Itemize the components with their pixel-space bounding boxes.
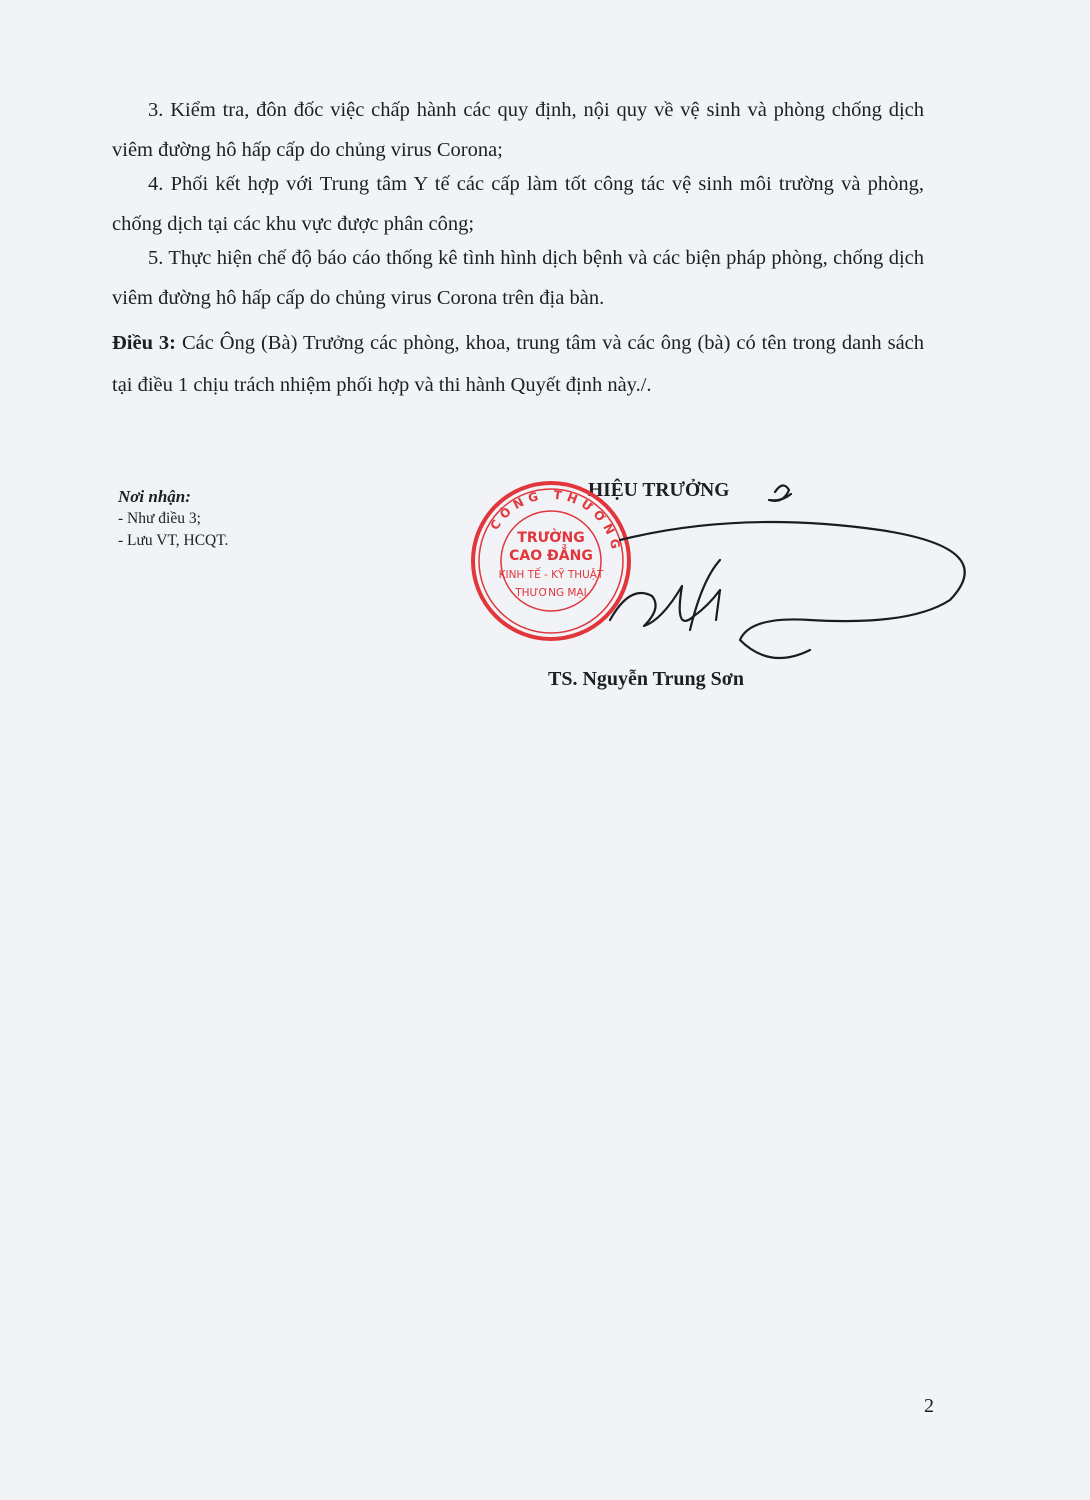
list-item-text: Kiểm tra, đôn đốc việc chấp hành các quy định, nội quy về vệ sinh và phòng chống dịch viêm đường hô hấp cấp do chủng virus Corona; [112, 99, 924, 161]
seal-ring-text: CÔNG THƯƠNG [487, 487, 624, 556]
seal-line-1: TRƯỜNG [517, 530, 585, 546]
article-3-label: Điều 3: [112, 332, 177, 354]
list-item-5 [112, 238, 924, 318]
recipient-item: - Như điều 3; [118, 510, 201, 527]
list-item-text: Thực hiện chế độ báo cáo thống kê tình hình dịch bệnh và các biện pháp phòng, chống dịch viêm đường hô hấp cấp do chủng virus Corona trên địa bàn. [112, 247, 924, 309]
page-number: 2 [924, 1395, 934, 1417]
article-3-text: Các Ông (Bà) Trưởng các phòng, khoa, trung tâm và các ông (bà) có tên trong danh sách tại điều 1 chịu trách nhiệm phối hợp và thi hành Quyết định này./. [112, 332, 925, 396]
seal-line-2: CAO ĐẲNG [509, 548, 593, 564]
signer-name: TS. Nguyễn Trung Sơn [548, 668, 744, 690]
list-item-number: 4. [148, 173, 164, 195]
list-item-4 [112, 164, 924, 244]
list-item-number: 5. [148, 247, 164, 269]
list-item-3 [112, 90, 924, 170]
signer-title: HIỆU TRƯỞNG [588, 480, 730, 501]
recipients-block [118, 486, 228, 552]
seal-line-3: KINH TẾ - KỸ THUẬT [498, 569, 604, 581]
recipients-title: Nơi nhận: [118, 487, 191, 506]
recipient-item: - Lưu VT, HCQT. [118, 532, 229, 549]
handwritten-signature [570, 470, 990, 660]
article-3 [112, 322, 924, 406]
list-item-text: Phối kết hợp với Trung tâm Y tế các cấp làm tốt công tác vệ sinh môi trường và phòng, chống dịch tại các khu vực được phân công; [112, 173, 924, 235]
list-item-number: 3. [148, 99, 164, 121]
seal-line-4: THƯƠNG MẠI [515, 587, 587, 599]
